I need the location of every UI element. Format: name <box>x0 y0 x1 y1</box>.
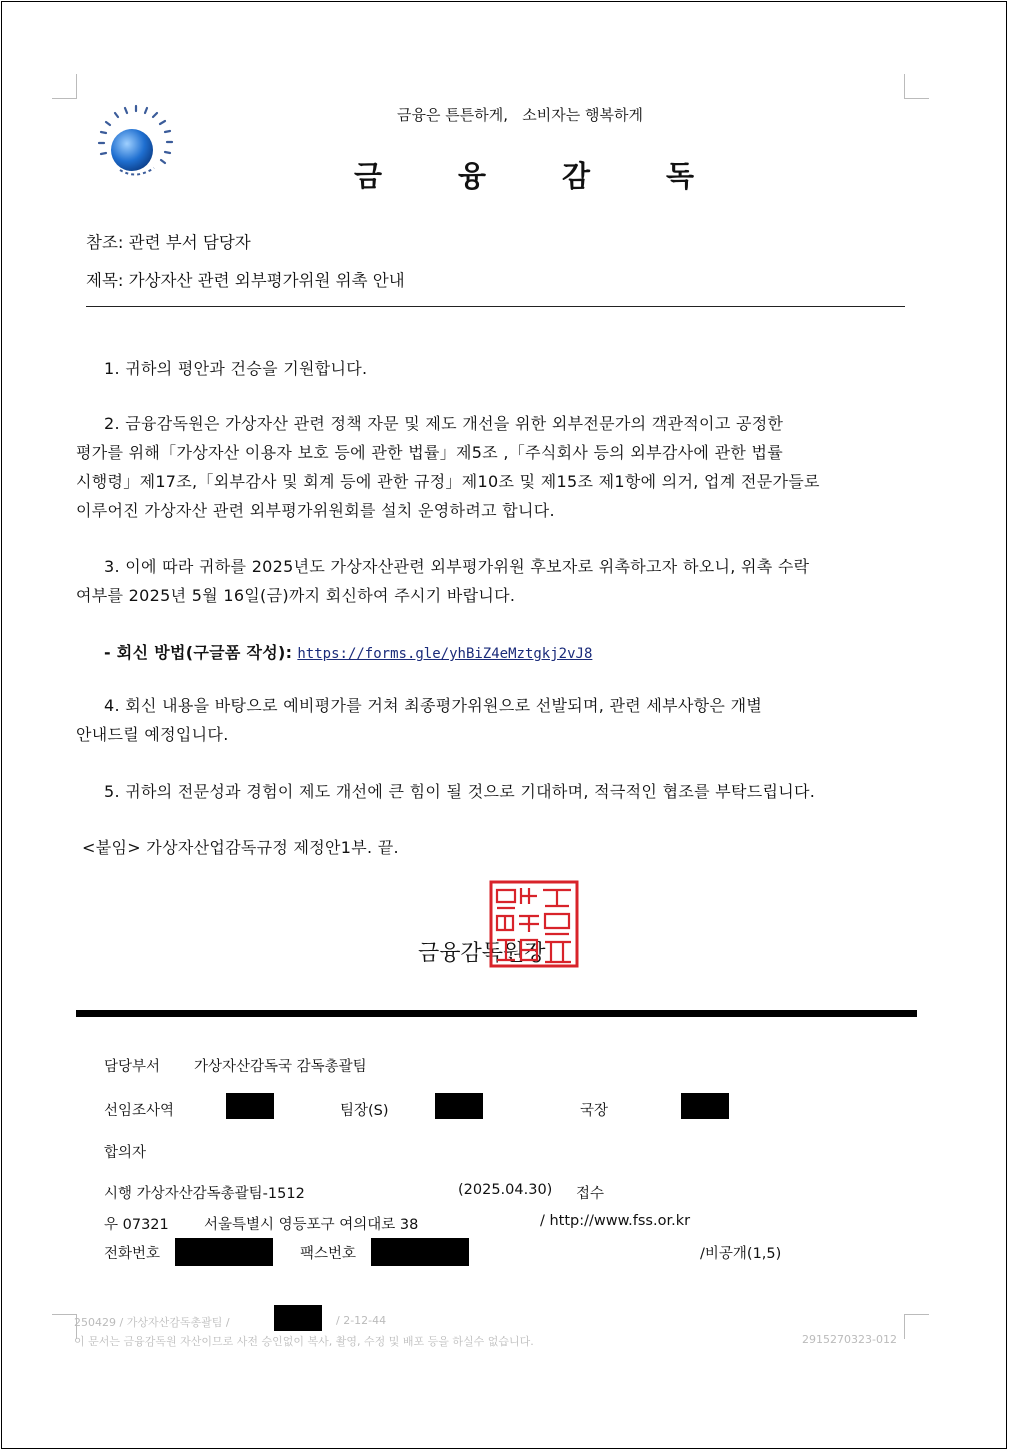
paragraph-line: 여부를 2025년 5월 16일(금)까지 회신하여 주시기 바랍니다. <box>76 586 516 605</box>
paragraph-4 <box>76 691 762 749</box>
agency-char: 융 <box>457 159 486 193</box>
website: / http://www.fss.or.kr <box>540 1213 691 1229</box>
crop-mark-bottom-right <box>904 1314 929 1339</box>
agency-char: 금 <box>354 159 383 193</box>
enforcement-number: 시행 가상자산감독총괄팀-1512 <box>104 1186 305 1202</box>
postal-code: 우 07321 <box>104 1217 169 1233</box>
receipt-label: 접수 <box>576 1186 605 1202</box>
redaction-box <box>274 1305 322 1331</box>
cooperator-label: 합의자 <box>104 1145 147 1161</box>
senior-officer-label: 선임조사역 <box>104 1103 175 1119</box>
reply-label: - 회신 방법(구글폼 작성): <box>104 643 293 662</box>
dept-label: 담당부서 <box>104 1059 161 1075</box>
paragraph-line: 4. 회신 내용을 바탕으로 예비평가를 거쳐 최종평가위원으로 선발되며, 관련 세부사항은 개별 <box>104 696 763 715</box>
footer-right-code: 2915270323-012 <box>802 1333 897 1346</box>
paragraph-line: 안내드릴 예정입니다. <box>76 725 229 744</box>
agency-title <box>354 154 694 195</box>
disclosure-level: /비공개(1,5) <box>700 1246 782 1262</box>
paragraph-1: 1. 귀하의 평안과 건승을 기원합니다. <box>104 359 368 378</box>
redaction-box <box>371 1238 469 1266</box>
paragraph-line: 이루어진 가상자산 관련 외부평가위원회를 설치 운영하려고 합니다. <box>76 501 555 520</box>
paragraph-line: 시행령」제17조,「외부감사 및 회계 등에 관한 규정」제10조 및 제15조 제1항에 의거, 업계 전문가들로 <box>76 472 820 491</box>
paragraph-5: 5. 귀하의 전문성과 경험이 제도 개선에 큰 힘이 될 것으로 기대하며, 적극적인 협조를 부탁드립니다. <box>104 782 816 801</box>
reply-form-link[interactable]: https://forms.gle/yhBiZ4eMztgkj2vJ8 <box>297 646 593 662</box>
paragraph-line: 2. 금융감독원은 가상자산 관련 정책 자문 및 제도 개선을 위한 외부전문가의 객관적이고 공정한 <box>104 414 784 433</box>
header-divider <box>86 306 905 307</box>
crop-mark-top-left <box>52 74 77 99</box>
address: 서울특별시 영등포구 여의대로 38 <box>204 1217 419 1233</box>
agency-char: 독 <box>665 159 694 193</box>
paragraph-3 <box>76 552 809 610</box>
phone-label: 전화번호 <box>104 1246 161 1262</box>
footer-notice: 이 문서는 금융감독원 자산이므로 사전 승인없이 복사, 촬영, 수정 및 배포 등을 하실수 없습니다. <box>74 1335 534 1348</box>
team-lead-label: 팀장(S) <box>340 1103 389 1119</box>
paragraph-2 <box>76 409 820 525</box>
enforcement-date: (2025.04.30) <box>458 1182 553 1198</box>
signature-title: 금융감독원장 <box>418 941 546 966</box>
slogan: 금융은 튼튼하게, 소비자는 행복하게 <box>397 106 643 124</box>
reply-method <box>104 638 592 667</box>
director-label: 국장 <box>580 1103 609 1119</box>
official-seal-icon <box>489 880 579 968</box>
dept-value: 가상자산감독국 감독총괄팀 <box>194 1059 367 1075</box>
agency-char: 감 <box>561 159 590 193</box>
redaction-box <box>435 1093 483 1119</box>
paragraph-line: 평가를 위해「가상자산 이용자 보호 등에 관한 법률」제5조 ,「주식회사 등의 외부감사에 관한 법률 <box>76 443 783 462</box>
attachment-line: <붙임> 가상자산업감독규정 제정안1부. 끝. <box>82 838 399 857</box>
redaction-box <box>226 1093 274 1119</box>
redaction-box <box>175 1238 273 1266</box>
reference-line: 참조: 관련 부서 담당자 <box>86 233 251 252</box>
fax-label: 팩스번호 <box>300 1246 357 1262</box>
paragraph-line: 3. 이에 따라 귀하를 2025년도 가상자산관련 외부평가위원 후보자로 위촉하고자 하오니, 위촉 수락 <box>104 557 810 576</box>
footer-mid-code: / 2-12-44 <box>336 1314 387 1327</box>
crop-mark-top-right <box>904 74 929 99</box>
subject-line: 제목: 가상자산 관련 외부평가위원 위촉 안내 <box>86 271 405 290</box>
redaction-box <box>681 1093 729 1119</box>
footer-left-code: 250429 / 가상자산감독총괄팀 / <box>74 1316 230 1329</box>
section-divider <box>76 1010 917 1017</box>
